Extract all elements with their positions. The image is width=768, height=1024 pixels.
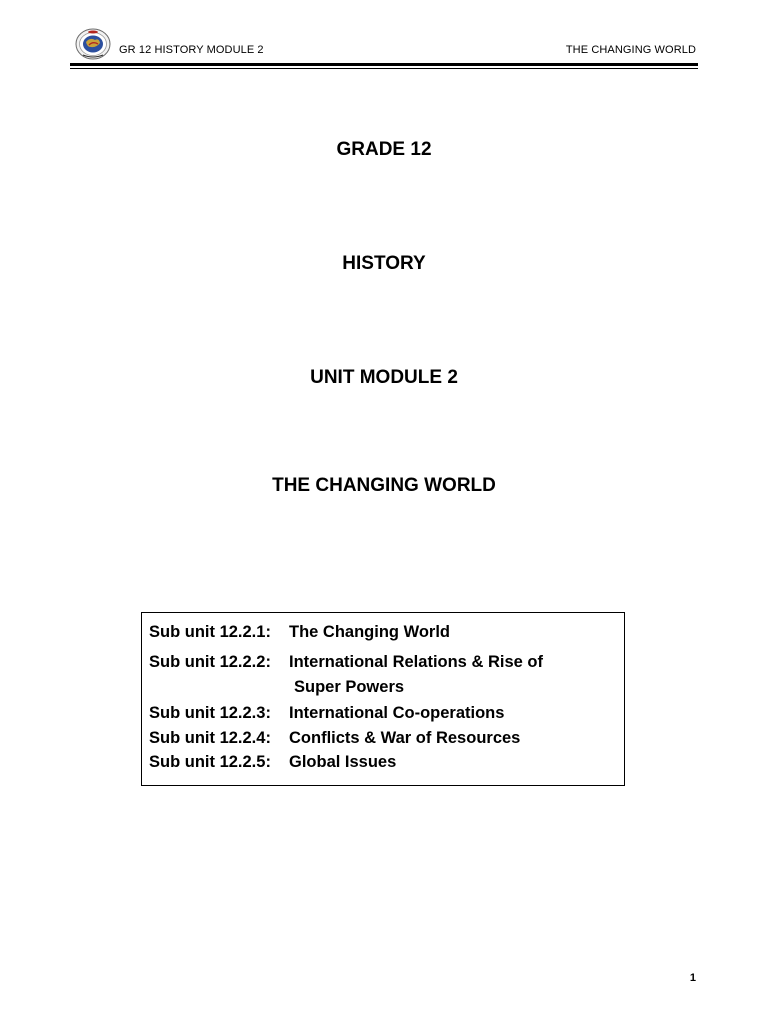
sub-units-box: [141, 612, 625, 786]
sub-unit-row: [149, 704, 504, 723]
sub-unit-row: [149, 729, 520, 748]
topic-title: THE CHANGING WORLD: [272, 475, 496, 496]
page-header: [70, 28, 698, 68]
emblem-logo-icon: [74, 28, 112, 60]
sub-unit-label: Sub unit 12.2.1:: [149, 623, 271, 641]
header-section-title: THE CHANGING WORLD: [565, 44, 696, 56]
grade-title: GRADE 12: [336, 139, 432, 160]
sub-unit-label: Sub unit 12.2.5:: [149, 753, 271, 771]
sub-unit-row: [149, 623, 450, 642]
sub-unit-title: International Relations & Rise of: [289, 653, 543, 671]
subject-title: HISTORY: [342, 253, 426, 274]
sub-unit-row: [149, 653, 543, 672]
sub-unit-row: [149, 753, 396, 772]
sub-unit-title-continuation: Super Powers: [294, 678, 405, 696]
header-module-title: GR 12 HISTORY MODULE 2: [119, 44, 264, 56]
sub-unit-title: The Changing World: [289, 623, 451, 641]
module-title: UNIT MODULE 2: [310, 367, 458, 388]
sub-unit-label: Sub unit 12.2.2:: [149, 653, 271, 671]
sub-unit-label: Sub unit 12.2.4:: [149, 729, 271, 747]
header-divider-thin: [70, 68, 698, 69]
header-divider-thick: [70, 63, 698, 66]
sub-unit-title: Conflicts & War of Resources: [289, 729, 521, 747]
sub-unit-label: Sub unit 12.2.3:: [149, 704, 271, 722]
page-number: 1: [689, 972, 696, 984]
sub-unit-title: International Co-operations: [289, 704, 505, 722]
sub-unit-title: Global Issues: [289, 753, 397, 771]
